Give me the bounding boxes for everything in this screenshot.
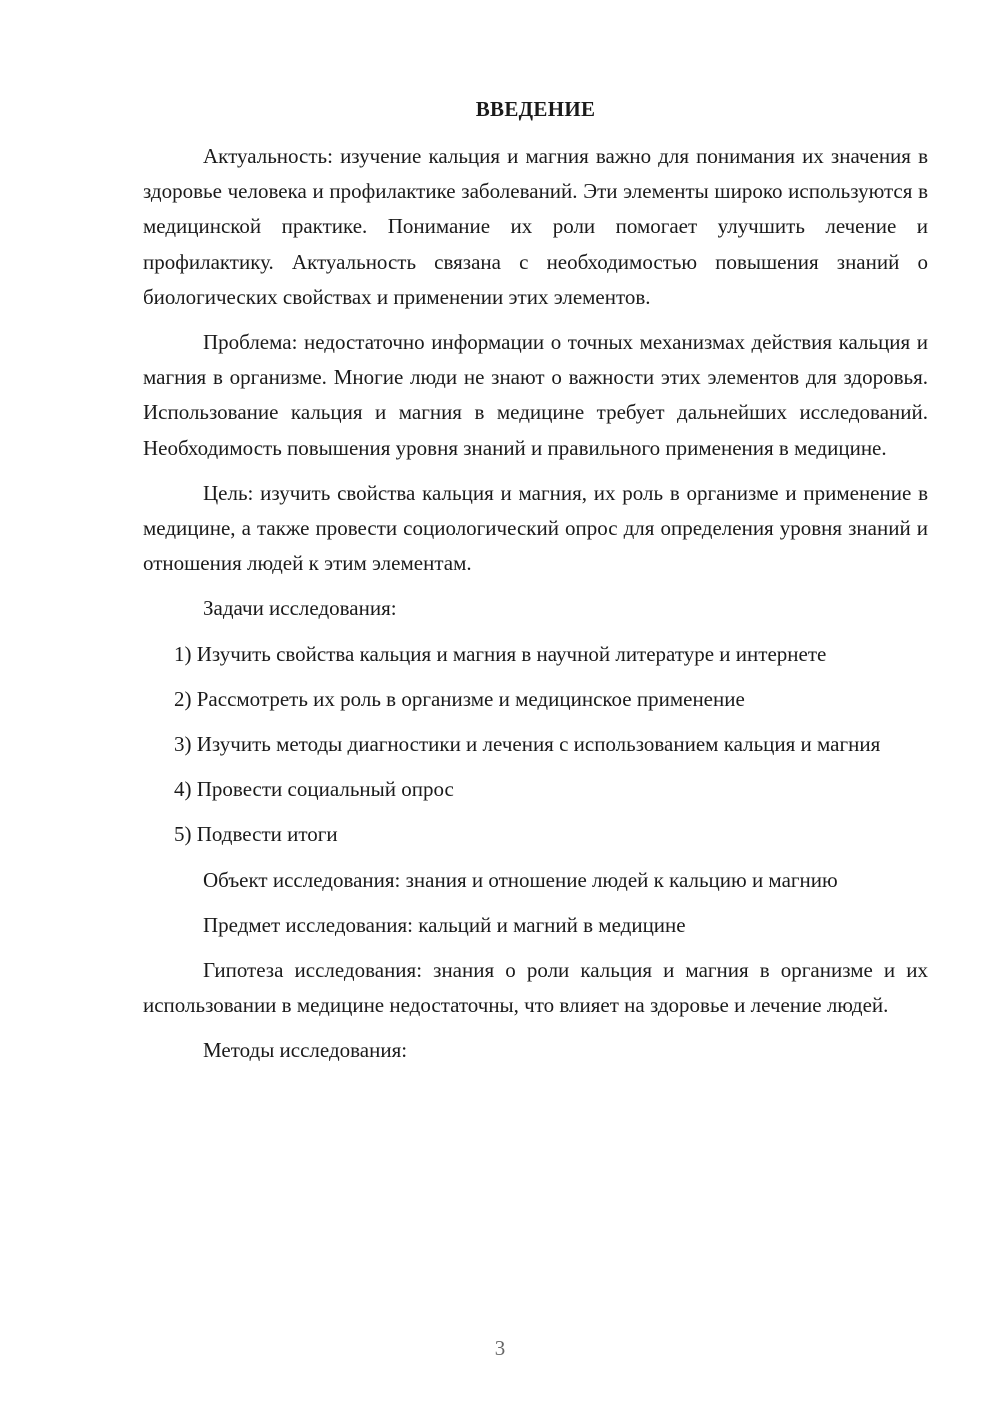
task-item-1: 1) Изучить свойства кальция и магния в научной литературе и интернете xyxy=(174,641,827,666)
task-item-4: 4) Провести социальный опрос xyxy=(174,777,454,802)
task-item-2: 2) Рассмотреть их роль в организме и медицинское применение xyxy=(174,686,745,711)
page-number: 3 xyxy=(494,1336,506,1360)
relevance-paragraph: Актуальность: изучение кальция и магния важно для понимания их значения в здоровье человека и профилактике заболеваний. Эти элементы широко используются в медицинской практике. Понимание их роли помогает улучшить лечение и профилактику. Актуальность связана с необходимостью повышения знаний о биологических свойствах и применении этих элементов. xyxy=(143,144,928,309)
goal-paragraph: Цель: изучить свойства кальция и магния, их роль в организме и применение в медицине, а также провести социологический опрос для определения уровня знаний и отношения людей к этим элементам. xyxy=(143,480,928,576)
task-item-3: 3) Изучить методы диагностики и лечения с использованием кальция и магния xyxy=(174,732,881,757)
problem-paragraph: Проблема: недостаточно информации о точных механизмах действия кальция и магния в организме. Многие люди не знают о важности этих элементов для здоровья. Использование кальция и магния в медицине требует дальнейших исследований. Необходимость повышения уровня знаний и правильного применения в медицине. xyxy=(143,330,928,460)
subject-paragraph: Предмет исследования: кальций и магний в медицине xyxy=(203,912,686,937)
document-page xyxy=(143,92,928,1069)
task-item-5: 5) Подвести итоги xyxy=(174,822,338,847)
hypothesis-paragraph: Гипотеза исследования: знания о роли кальция и магния в организме и их использовании в медицине недостаточны, что влияет на здоровье и лечение людей. xyxy=(143,958,928,1018)
tasks-heading: Задачи исследования: xyxy=(203,596,397,621)
object-paragraph: Объект исследования: знания и отношение людей к кальцию и магнию xyxy=(203,867,838,892)
methods-heading: Методы исследования: xyxy=(203,1038,408,1063)
section-title: ВВЕДЕНИЕ xyxy=(475,97,596,121)
